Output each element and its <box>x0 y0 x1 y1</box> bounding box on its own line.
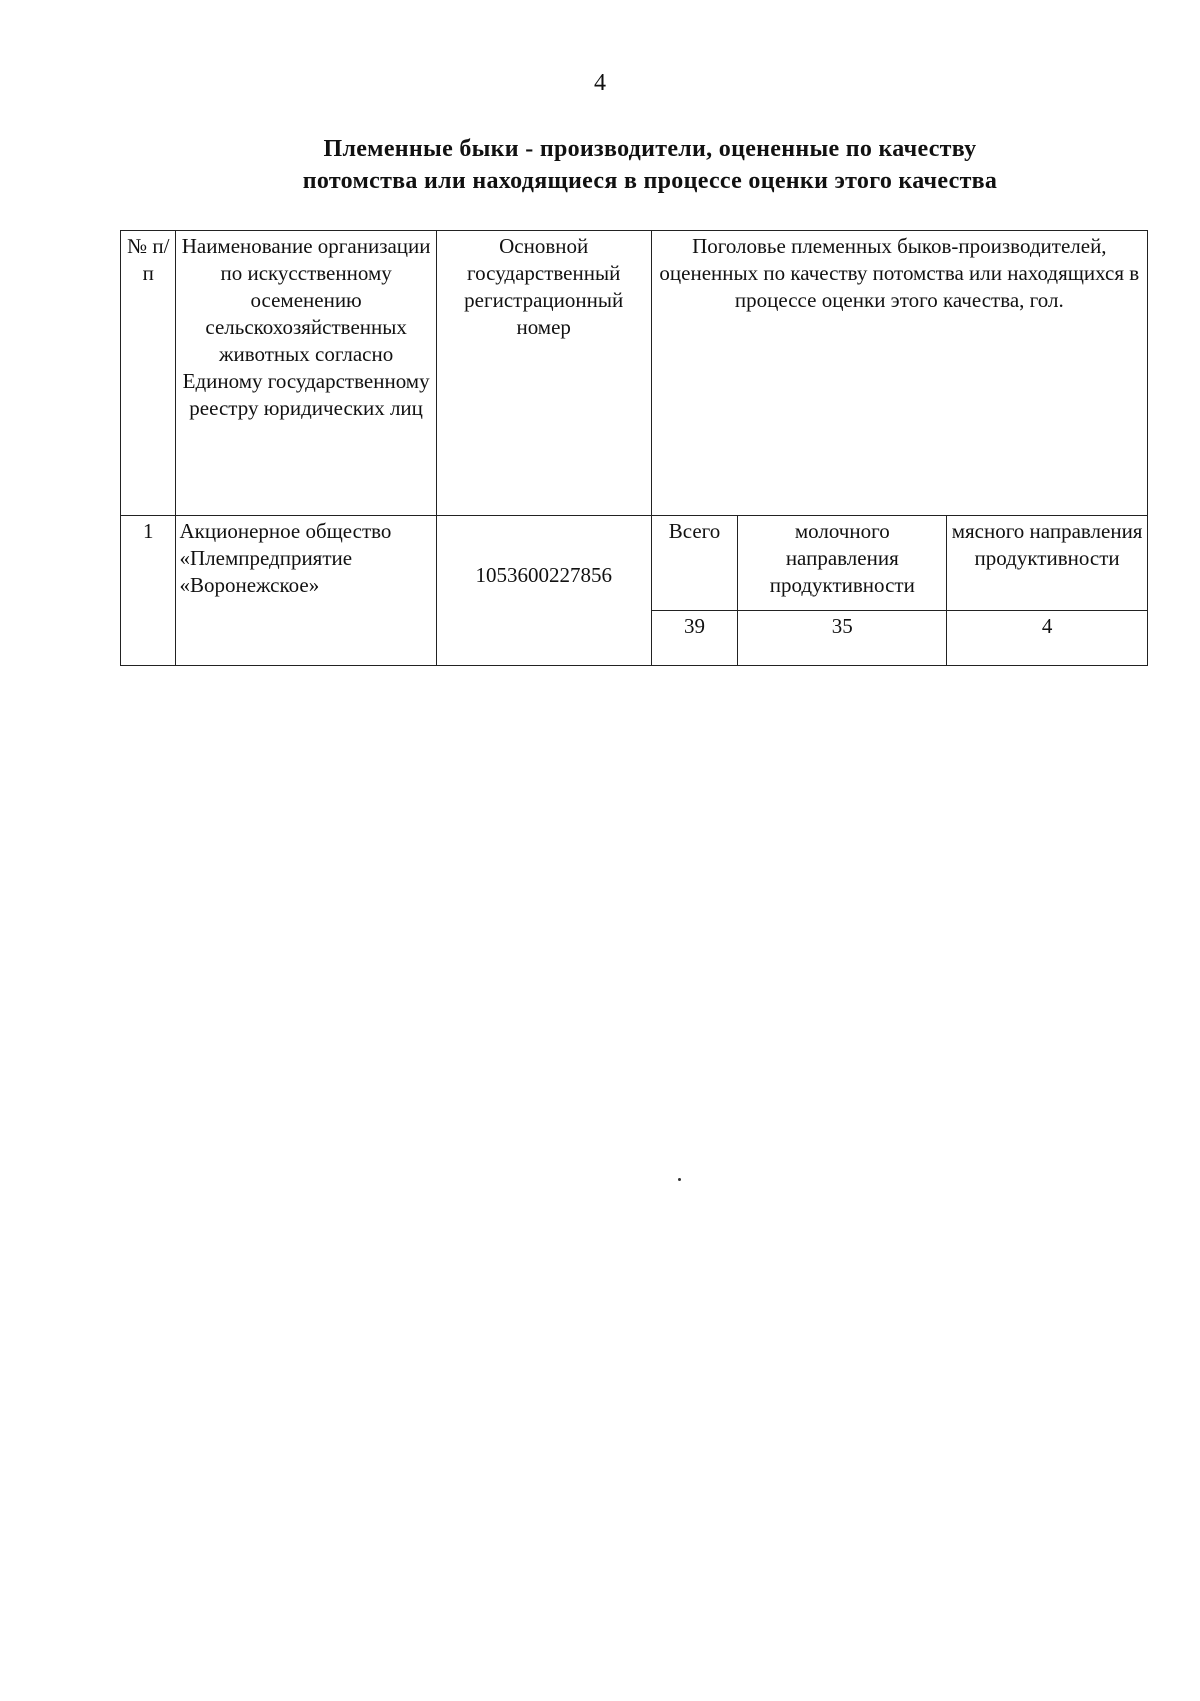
document-title <box>120 133 1180 197</box>
bulls-table <box>120 230 1148 666</box>
row-number: 1 <box>121 516 176 666</box>
value-meat: 4 <box>947 611 1148 666</box>
subheader-dairy: молочного направления продуктивности <box>738 516 947 611</box>
title-line-2: потомства или находящиеся в процессе оценки этого качества <box>302 168 998 194</box>
header-organization: Наименование организации по искусственному осеменению сельскохозяйственных животных согласно Единому государственному реестру юридических лиц <box>176 231 436 516</box>
header-ogrn: Основной государственный регистрационный номер <box>436 231 651 516</box>
title-line-1: Племенные быки - производители, оцененные по качеству <box>323 136 977 162</box>
subheader-meat: мясного направления продуктивности <box>947 516 1148 611</box>
value-dairy: 35 <box>738 611 947 666</box>
page-number: 4 <box>594 70 606 96</box>
header-number: № п/п <box>121 231 176 516</box>
header-livestock: Поголовье племенных быков-производителей, оцененных по качеству потомства или находящихся в процессе оценки этого качества, гол. <box>651 231 1147 516</box>
row-organization: Акционерное общество «Племпредприятие «Воронежское» <box>176 516 436 666</box>
table-header-row <box>121 231 1148 516</box>
row-ogrn: 1053600227856 <box>475 563 612 587</box>
scan-speck <box>678 1178 681 1181</box>
value-total: 39 <box>651 611 738 666</box>
table-row <box>121 516 1148 611</box>
subheader-total: Всего <box>651 516 738 611</box>
row-ogrn-cell <box>436 516 651 666</box>
